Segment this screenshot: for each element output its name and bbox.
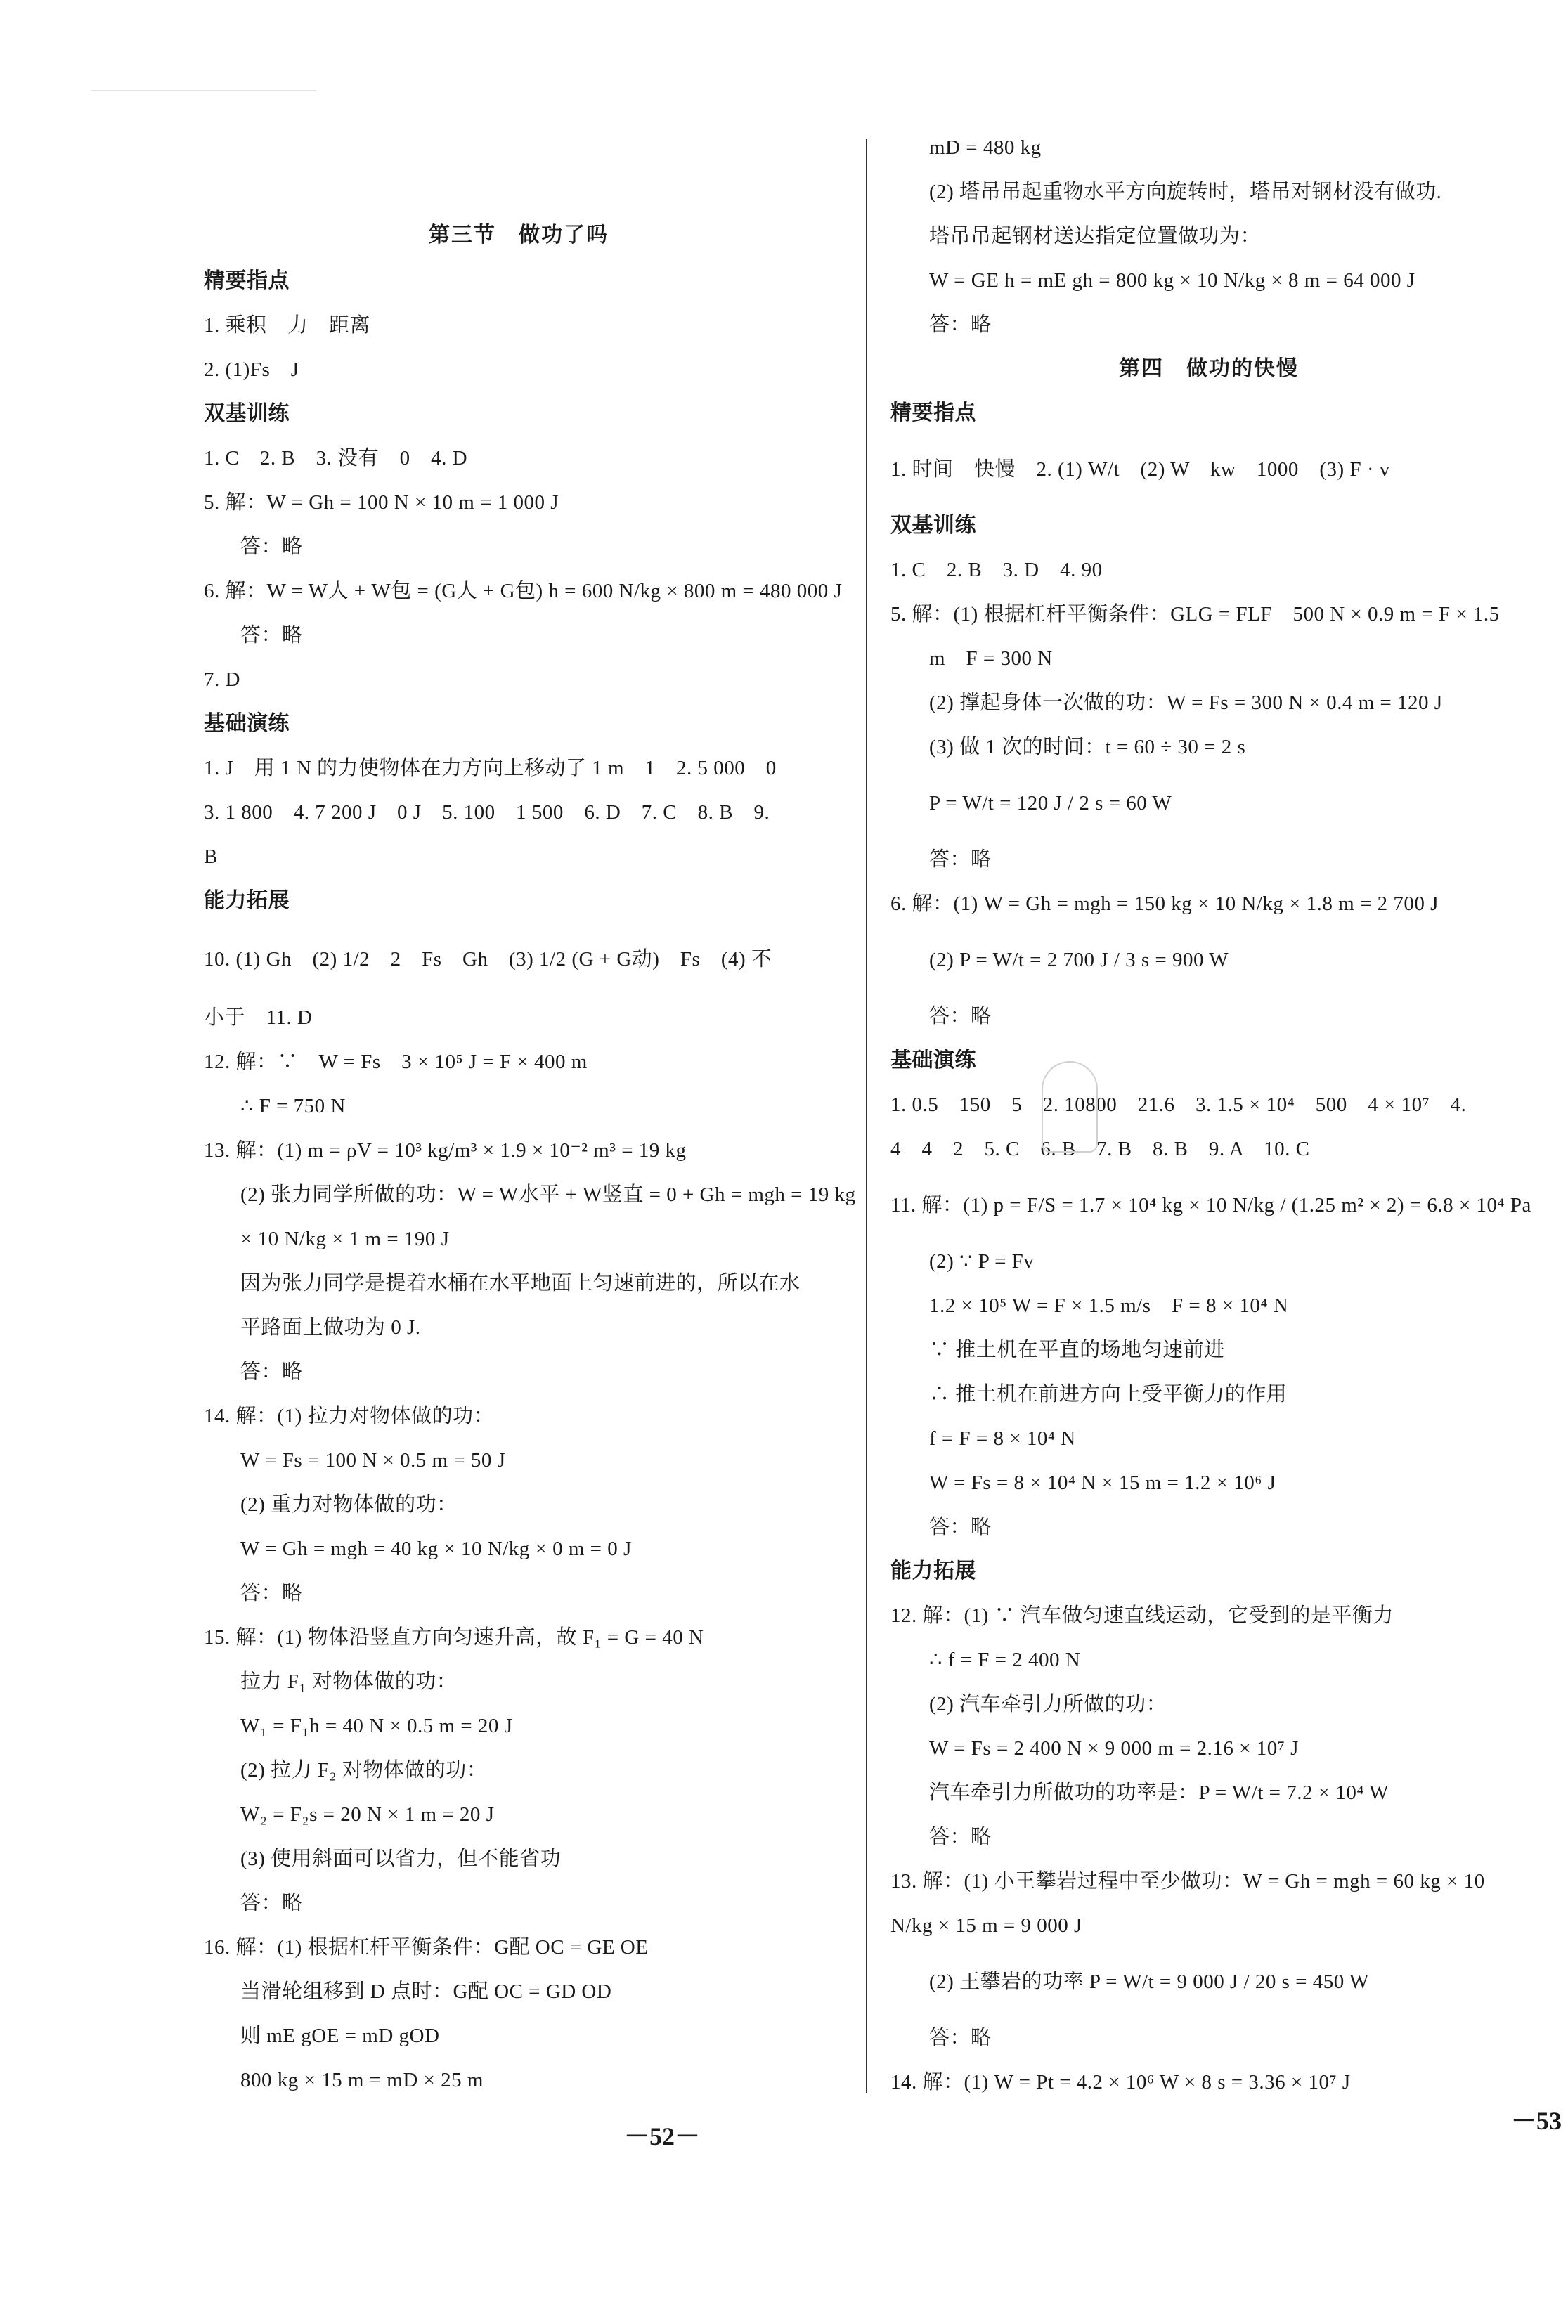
answer-line: (2) 拉力 F₂ 对物体做的功： bbox=[240, 1759, 488, 1781]
section-heading: 基础演练 bbox=[890, 1049, 976, 1072]
answer-line: 答：略 bbox=[240, 535, 303, 558]
answer-line: W = GE h = mE gh = 800 kg × 10 N/kg × 8 m = 64 000 J bbox=[929, 269, 1415, 292]
answer-line: ∵ 推土机在平直的场地匀速前进 bbox=[929, 1339, 1225, 1361]
answer-line: 12. 解：(1) ∵ 汽车做匀速直线运动，它受到的是平衡力 bbox=[890, 1604, 1394, 1627]
answer-line: 答：略 bbox=[240, 1582, 303, 1604]
answer-line: W = Fs = 8 × 10⁴ N × 15 m = 1.2 × 10⁶ J bbox=[929, 1472, 1276, 1494]
answer-line: 14. 解：(1) 拉力对物体做的功： bbox=[204, 1405, 495, 1427]
answer-line: 11. 解：(1) p = F/S = 1.7 × 10⁴ kg × 10 N/kg / (1.25 m² × 2) = 6.8 × 10⁴ Pa bbox=[890, 1194, 1531, 1216]
section-heading: 双基训练 bbox=[204, 402, 290, 425]
answer-line: 拉力 F₁ 对物体做的功： bbox=[240, 1670, 458, 1693]
answer-line: 答：略 bbox=[240, 624, 303, 647]
answer-line: 5. 解：W = Gh = 100 N × 10 m = 1 000 J bbox=[204, 491, 559, 514]
answer-line: 7. D bbox=[204, 668, 240, 691]
answer-line: 10. (1) Gh (2) 1/2 2 Fs Gh (3) 1/2 (G + G动) Fs (4) 不 bbox=[204, 948, 772, 971]
answer-line: (2) 塔吊吊起重物水平方向旋转时，塔吊对钢材没有做功. bbox=[929, 181, 1442, 203]
answer-line: (2) 重力对物体做的功： bbox=[240, 1493, 458, 1516]
answer-line: 答：略 bbox=[929, 848, 992, 871]
section-heading: 能力拓展 bbox=[890, 1559, 976, 1583]
answer-line: 6. 解：W = W人 + W包 = (G人 + G包) h = 600 N/kg × 800 m = 480 000 J bbox=[204, 580, 843, 602]
page-number-right: －53 bbox=[1511, 2107, 1562, 2135]
answer-line: 当滑轮组移到 D 点时：G配 OC = GD OD bbox=[240, 1980, 612, 2003]
answer-line: ∴ 推土机在前进方向上受平衡力的作用 bbox=[929, 1383, 1288, 1406]
answer-line: 答：略 bbox=[240, 1361, 303, 1383]
answer-line: 12. 解：∵ W = Fs 3 × 10⁵ J = F × 400 m bbox=[204, 1051, 588, 1073]
answer-line: ∴ F = 750 N bbox=[240, 1095, 346, 1117]
answer-line: 15. 解：(1) 物体沿竖直方向匀速升高，故 F₁ = G = 40 N bbox=[204, 1626, 704, 1649]
answer-line: 答：略 bbox=[929, 1516, 992, 1538]
answer-line: P = W/t = 120 J / 2 s = 60 W bbox=[929, 792, 1172, 814]
answer-line: W = Gh = mgh = 40 kg × 10 N/kg × 0 m = 0 J bbox=[240, 1538, 632, 1560]
answer-line: 因为张力同学是提着水桶在水平地面上匀速前进的，所以在水 bbox=[240, 1272, 801, 1294]
answer-line: 1. 时间 快慢 2. (1) W/t (2) W kw 1000 (3) F · v bbox=[890, 458, 1390, 481]
watermark-stamp bbox=[1042, 1061, 1098, 1153]
section-heading: 基础演练 bbox=[204, 712, 290, 735]
answer-line: m F = 300 N bbox=[929, 647, 1053, 670]
section-title: 第三节 做功了吗 bbox=[429, 223, 609, 247]
answer-line: 1. J 用 1 N 的力使物体在力方向上移动了 1 m 1 2. 5 000 0 bbox=[204, 757, 777, 779]
answer-line: 1. 0.5 150 5 2. 10800 21.6 3. 1.5 × 10⁴ 500 4 × 10⁷ 4. bbox=[890, 1093, 1467, 1116]
answer-line: (3) 做 1 次的时间：t = 60 ÷ 30 = 2 s bbox=[929, 736, 1246, 758]
answer-line: W = Fs = 100 N × 0.5 m = 50 J bbox=[240, 1449, 506, 1472]
answer-line: 1. 乘积 力 距离 bbox=[204, 314, 371, 337]
answer-line: mD = 480 kg bbox=[929, 136, 1042, 159]
answer-line: 16. 解：(1) 根据杠杆平衡条件：G配 OC = GE OE bbox=[204, 1936, 649, 1959]
answer-line: 小于 11. D bbox=[204, 1006, 313, 1029]
answer-line: f = F = 8 × 10⁴ N bbox=[929, 1427, 1076, 1450]
answer-line: 答：略 bbox=[929, 313, 992, 336]
answer-line: (3) 使用斜面可以省力，但不能省功 bbox=[240, 1848, 562, 1870]
answer-line: 塔吊吊起钢材送达指定位置做功为： bbox=[929, 225, 1262, 247]
section-heading: 精要指点 bbox=[890, 401, 976, 424]
answer-line: ∴ f = F = 2 400 N bbox=[929, 1649, 1081, 1671]
answer-line: 答：略 bbox=[929, 2027, 992, 2049]
section-heading: 双基训练 bbox=[890, 514, 976, 537]
answer-line: 汽车牵引力所做功的功率是：P = W/t = 7.2 × 10⁴ W bbox=[929, 1781, 1389, 1804]
answer-line: 13. 解：(1) 小王攀岩过程中至少做功：W = Gh = mgh = 60 kg × 10 bbox=[890, 1870, 1485, 1893]
answer-line: 3. 1 800 4. 7 200 J 0 J 5. 100 1 500 6. D 7. C 8. B 9. bbox=[204, 801, 770, 824]
answer-line: 2. (1)Fs J bbox=[204, 358, 299, 381]
section-heading: 能力拓展 bbox=[204, 889, 290, 912]
answer-line: B bbox=[204, 845, 218, 868]
answer-line: × 10 N/kg × 1 m = 190 J bbox=[240, 1228, 450, 1250]
answer-line: (2) 张力同学所做的功：W = W水平 + W竖直 = 0 + Gh = mgh = 19 kg bbox=[240, 1183, 856, 1206]
section-heading: 精要指点 bbox=[204, 269, 290, 292]
answer-line: 4 4 2 5. C 6. B 7. B 8. B 9. A 10. C bbox=[890, 1138, 1310, 1160]
top-rule bbox=[91, 90, 316, 91]
answer-line: 5. 解：(1) 根据杠杆平衡条件：GLG = FLF 500 N × 0.9 m = F × 1.5 bbox=[890, 603, 1500, 625]
answer-line: W₁ = F₁h = 40 N × 0.5 m = 20 J bbox=[240, 1715, 513, 1737]
answer-line: 答：略 bbox=[240, 1892, 303, 1914]
answer-line: (2) ∵ P = Fv bbox=[929, 1250, 1035, 1273]
answer-line: 1. C 2. B 3. D 4. 90 bbox=[890, 559, 1103, 581]
answer-line: 14. 解：(1) W = Pt = 4.2 × 10⁶ W × 8 s = 3.36 × 10⁷ J bbox=[890, 2071, 1351, 2093]
answer-line: W₂ = F₂s = 20 N × 1 m = 20 J bbox=[240, 1803, 495, 1826]
answer-line: 13. 解：(1) m = ρV = 10³ kg/m³ × 1.9 × 10⁻² m³ = 19 kg bbox=[204, 1139, 687, 1162]
answer-line: (2) 汽车牵引力所做的功： bbox=[929, 1693, 1167, 1715]
answer-line: 答：略 bbox=[929, 1826, 992, 1848]
answer-line: 800 kg × 15 m = mD × 25 m bbox=[240, 2069, 484, 2091]
answer-line: 1. C 2. B 3. 没有 0 4. D bbox=[204, 447, 468, 469]
page-number-left: －52－ bbox=[624, 2122, 701, 2150]
answer-line: (2) P = W/t = 2 700 J / 3 s = 900 W bbox=[929, 949, 1229, 971]
answer-line: W = Fs = 2 400 N × 9 000 m = 2.16 × 10⁷ J bbox=[929, 1737, 1299, 1760]
answer-line: 答：略 bbox=[929, 1005, 992, 1027]
answer-line: 1.2 × 10⁵ W = F × 1.5 m/s F = 8 × 10⁴ N bbox=[929, 1294, 1289, 1317]
answer-line: N/kg × 15 m = 9 000 J bbox=[890, 1914, 1082, 1937]
answer-line: 6. 解：(1) W = Gh = mgh = 150 kg × 10 N/kg × 1.8 m = 2 700 J bbox=[890, 892, 1439, 915]
answer-line: 平路面上做功为 0 J. bbox=[240, 1316, 421, 1339]
answer-line: (2) 王攀岩的功率 P = W/t = 9 000 J / 20 s = 450 W bbox=[929, 1971, 1369, 1993]
answer-line: (2) 撑起身体一次做的功：W = Fs = 300 N × 0.4 m = 120 J bbox=[929, 692, 1443, 714]
column-divider bbox=[866, 139, 867, 2093]
answer-line: 则 mE gOE = mD gOD bbox=[240, 2025, 440, 2047]
section-title: 第四 做功的快慢 bbox=[1119, 357, 1299, 380]
